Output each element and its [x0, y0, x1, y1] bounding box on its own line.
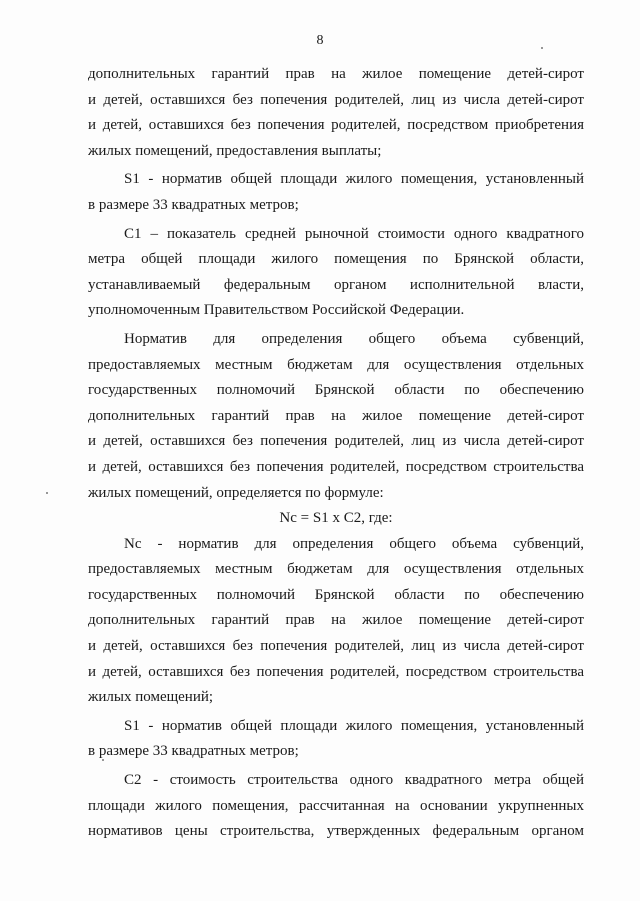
text-line: государственных полномочий Брянской области по обеспечению [88, 382, 584, 399]
paragraph-s1-definition-repeat [88, 714, 584, 765]
text-line: и детей, оставшихся без попечения родителей, посредством строительства [88, 458, 584, 475]
scan-speck [102, 759, 104, 761]
text-line: устанавливаемый федеральным органом исполнительной власти, [88, 276, 584, 293]
text-line: C2 - стоимость строительства одного квадратного метра общей [124, 772, 584, 789]
text-line: дополнительных гарантий прав на жилое помещение детей-сирот [88, 612, 584, 629]
text-line: дополнительных гарантий прав на жилое помещение детей-сирот [88, 407, 584, 424]
text-line: предоставляемых местным бюджетам для осуществления отдельных [88, 356, 584, 373]
page-number: 8 [316, 33, 324, 48]
text-line: C1 – показатель средней рыночной стоимости одного квадратного [124, 225, 584, 242]
text-line: метра общей площади жилого помещения по Брянской области, [88, 251, 584, 268]
text-line: жилых помещений, определяется по формуле: [88, 484, 384, 501]
scan-speck [541, 47, 543, 49]
paragraph-continuation [88, 62, 584, 164]
text-line: Nc - норматив для определения общего объема субвенций, [124, 535, 584, 552]
paragraph-nc-definition [88, 532, 584, 711]
formula: Nc = S1 x C2, где: [279, 510, 393, 527]
text-line: и детей, оставшихся без попечения родителей, посредством приобретения [88, 117, 584, 134]
text-line: в размере 33 квадратных метров; [88, 196, 299, 213]
text-line: Норматив для определения общего объема субвенций, [124, 330, 584, 347]
text-line: в размере 33 квадратных метров; [88, 743, 299, 760]
text-line: S1 - норматив общей площади жилого помещения, установленный [124, 171, 584, 188]
text-line: жилых помещений, предоставления выплаты; [88, 142, 382, 159]
text-line: жилых помещений; [88, 689, 214, 706]
text-line: и детей, оставшихся без попечения родителей, лиц из числа детей-сирот [88, 638, 584, 655]
scan-speck [46, 492, 48, 494]
text-line: предоставляемых местным бюджетам для осуществления отдельных [88, 561, 584, 578]
document-body [88, 62, 584, 845]
text-line: и детей, оставшихся без попечения родителей, лиц из числа детей-сирот [88, 433, 584, 450]
paragraph-s1-definition [88, 167, 584, 218]
text-line: уполномоченным Правительством Российской Федерации. [88, 302, 465, 319]
text-line: S1 - норматив общей площади жилого помещения, установленный [124, 717, 584, 734]
paragraph-norm-intro [88, 327, 584, 506]
text-line: государственных полномочий Брянской области по обеспечению [88, 586, 584, 603]
text-line: и детей, оставшихся без попечения родителей, посредством строительства [88, 663, 584, 680]
paragraph-c2-definition [88, 768, 584, 845]
text-line: нормативов цены строительства, утвержденных федеральным органом [88, 823, 584, 840]
paragraph-c1-definition [88, 222, 584, 324]
text-line: площади жилого помещения, рассчитанная на основании укрупненных [88, 797, 584, 814]
text-line: и детей, оставшихся без попечения родителей, лиц из числа детей-сирот [88, 91, 584, 108]
text-line: дополнительных гарантий прав на жилое помещение детей-сирот [88, 66, 584, 82]
